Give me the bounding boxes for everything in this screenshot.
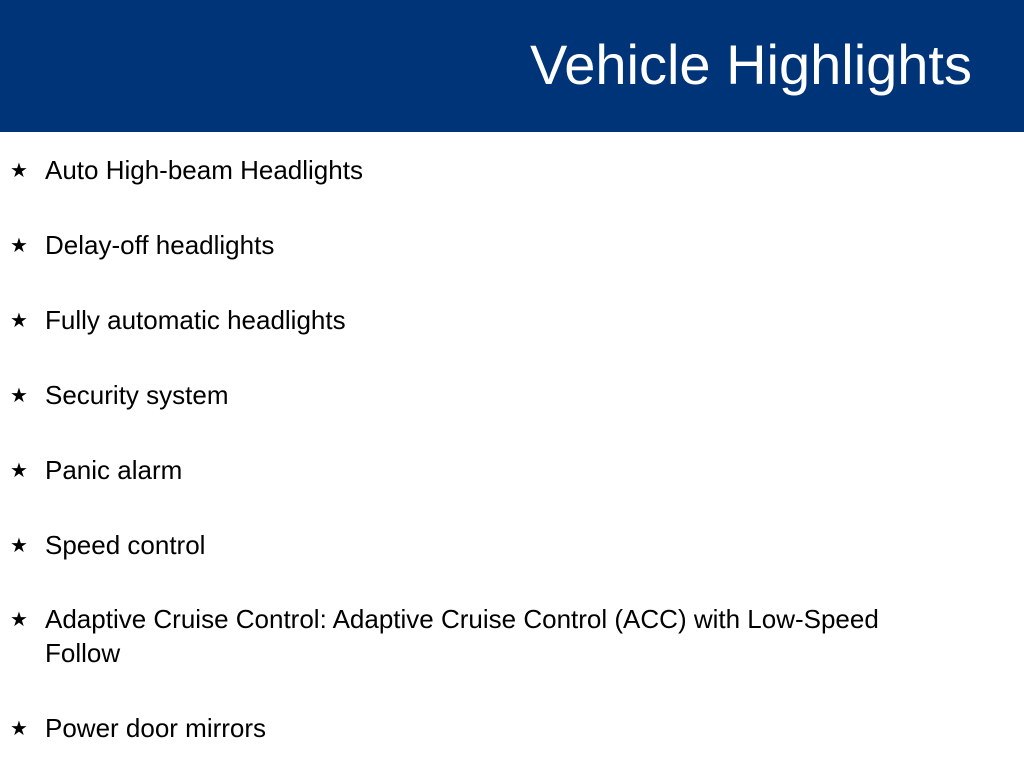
list-item-text: Speed control (45, 530, 206, 560)
list-item (10, 153, 940, 187)
star-bullet-icon: ★ (10, 607, 28, 631)
star-bullet-icon: ★ (10, 716, 28, 740)
list-item (10, 528, 940, 562)
list-item (10, 602, 940, 670)
star-bullet-icon: ★ (10, 158, 28, 182)
list-item-text: Power door mirrors (45, 713, 267, 743)
list-item-text: Security system (45, 380, 229, 410)
list-item (10, 711, 940, 745)
list-item-text: Panic alarm (45, 455, 183, 485)
list-item (10, 303, 940, 337)
star-bullet-icon: ★ (10, 233, 28, 257)
star-bullet-icon: ★ (10, 533, 28, 557)
list-item (10, 228, 940, 262)
list-item (10, 453, 940, 487)
star-bullet-icon: ★ (10, 458, 28, 482)
list-item (10, 378, 940, 412)
list-item-text: Auto High-beam Headlights (45, 155, 363, 185)
list-item-text: Fully automatic headlights (45, 305, 346, 335)
page-title: Vehicle Highlights (529, 33, 972, 96)
list-item-text: Delay-off headlights (45, 230, 275, 260)
star-bullet-icon: ★ (10, 383, 28, 407)
star-bullet-icon: ★ (10, 308, 28, 332)
list-item-text: Adaptive Cruise Control: Adaptive Cruise Control (ACC) with Low-Speed Follow (45, 604, 879, 668)
